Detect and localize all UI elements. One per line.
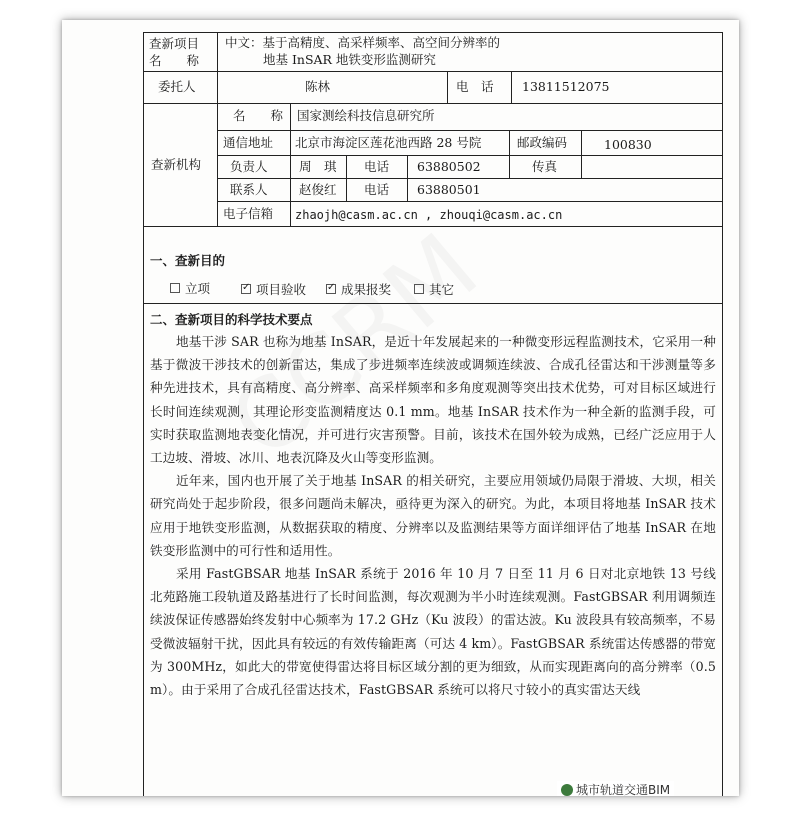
paragraph-2: 近年来，国内也开展了关于地基 InSAR 的相关研究，主要应用领域仍局限于滑坡、大坝，相关研究尚处于起步阶段，很多问题尚未解决，亟待更为深入的研究。为此，本项目将地基 InSAR 技术应用于地铁变形监测，从数据获取的精度、分辨率以及监测结果等方面详细评估了地基 InSAR 在地铁变形监测中的可行性和适用性。 [150, 473, 716, 558]
agency-name: 国家测绘科技信息研究所 [297, 108, 435, 123]
email: zhaojh@casm.ac.cn , zhouqi@casm.ac.cn [295, 208, 563, 222]
client-name: 陈林 [305, 79, 331, 94]
divider [290, 103, 291, 226]
option-acceptance: ✓ 项目验收 [241, 282, 306, 298]
agency-label: 查新机构 [151, 157, 202, 172]
section1-title: 一、查新目的 [150, 253, 226, 268]
divider [346, 155, 347, 201]
contact-phone-label: 电话 [364, 182, 390, 197]
report-form [143, 32, 723, 796]
section2-body [150, 330, 716, 701]
source-tag: 城市轨道交通BIM [557, 781, 674, 796]
fax-label: 传真 [532, 159, 558, 174]
agency-name-label: 名 称 [233, 108, 284, 123]
divider [217, 178, 722, 179]
contact-label: 联系人 [230, 182, 268, 197]
checkbox-checked-icon [241, 284, 251, 294]
project-name-line1: 中文：基于高精度、高采样频率、高空间分辨率的 [225, 35, 501, 50]
divider [217, 33, 218, 226]
document-page [62, 20, 739, 796]
head-phone-label: 电话 [364, 159, 390, 174]
option-award: ✓ 成果报奖 [326, 282, 391, 298]
checkbox-checked-icon [326, 284, 336, 294]
option-other: 其它 [414, 282, 454, 298]
head-phone: 63880502 [417, 159, 481, 174]
address-label: 通信地址 [223, 135, 274, 150]
divider [581, 130, 582, 178]
head-label: 负责人 [230, 159, 268, 174]
email-label: 电子信箱 [223, 206, 274, 221]
project-name-line2: 地基 InSAR 地铁变形监测研究 [263, 52, 436, 67]
contact-name: 赵俊红 [299, 182, 337, 197]
divider [144, 103, 722, 104]
divider [217, 201, 722, 202]
divider [144, 226, 722, 227]
divider [217, 155, 722, 156]
divider [509, 130, 510, 178]
divider [144, 71, 722, 72]
divider [511, 71, 512, 103]
project-name-label: 查新项目 名 称 [149, 36, 200, 68]
paragraph-3: 采用 FastGBSAR 地基 InSAR 系统于 2016 年 10 月 7 日至 11 月 6 日对北京地铁 13 号线北苑路施工段轨道及路基进行了长时间监测，每次观测为半小时连续观测。FastGBSAR 利用调频连续波保证传感器始终发射中心频率为 17.2 GHz（Ku 波段）的雷达波。Ku 波段具有较高频率，不易受微波辐射干扰，因此具有较远的有效传输距离（可达 4 km）。FastGBSAR 系统雷达传感器的带宽为 300MHz，如此大的带宽使得雷达将目标区域分割的更为细致，从而实现距离向的高分辨率（0.5 m）。由于采用了合成孔径雷达技术，FastGBSAR 系统可以将尺寸较小的真实雷达天线 [150, 566, 716, 698]
option-project-setup: 立项 [170, 281, 210, 297]
head-name: 周 琪 [299, 159, 337, 174]
contact-phone: 63880501 [417, 182, 481, 197]
zip-label: 邮政编码 [517, 135, 568, 150]
divider [447, 71, 448, 103]
paragraph-1: 地基干涉 SAR 也称为地基 InSAR，是近十年发展起来的一种微变形远程监测技术，它采用一种基于微波干涉技术的创新雷达，集成了步进频率连续波或调频连续波、合成孔径雷达和干涉测量等多种先进技术，具有高精度、高分辨率、高采样频率和多角度观测等突出技术优势，可对目标区域进行长时间连续观测，其理论形变监测精度达 0.1 mm。地基 InSAR 技术作为一种全新的监测手段，可实时获取监测地表变化情况，并可进行灾害预警。目前，该技术在国外较为成熟，已经广泛应用于人工边坡、滑坡、冰川、地表沉降及火山等变形监测。 [150, 334, 716, 466]
address: 北京市海淀区莲花池西路 28 号院 [295, 135, 482, 150]
wechat-icon [561, 784, 573, 796]
divider [144, 303, 722, 304]
checkbox-icon [414, 284, 424, 294]
zip-code: 100830 [604, 137, 652, 152]
client-label: 委托人 [158, 79, 196, 94]
checkbox-icon [170, 283, 180, 293]
divider [407, 155, 408, 201]
client-phone-label: 电 话 [456, 79, 494, 94]
client-phone: 13811512075 [522, 79, 610, 94]
section2-title: 二、查新项目的科学技术要点 [150, 312, 313, 327]
divider [217, 130, 722, 131]
